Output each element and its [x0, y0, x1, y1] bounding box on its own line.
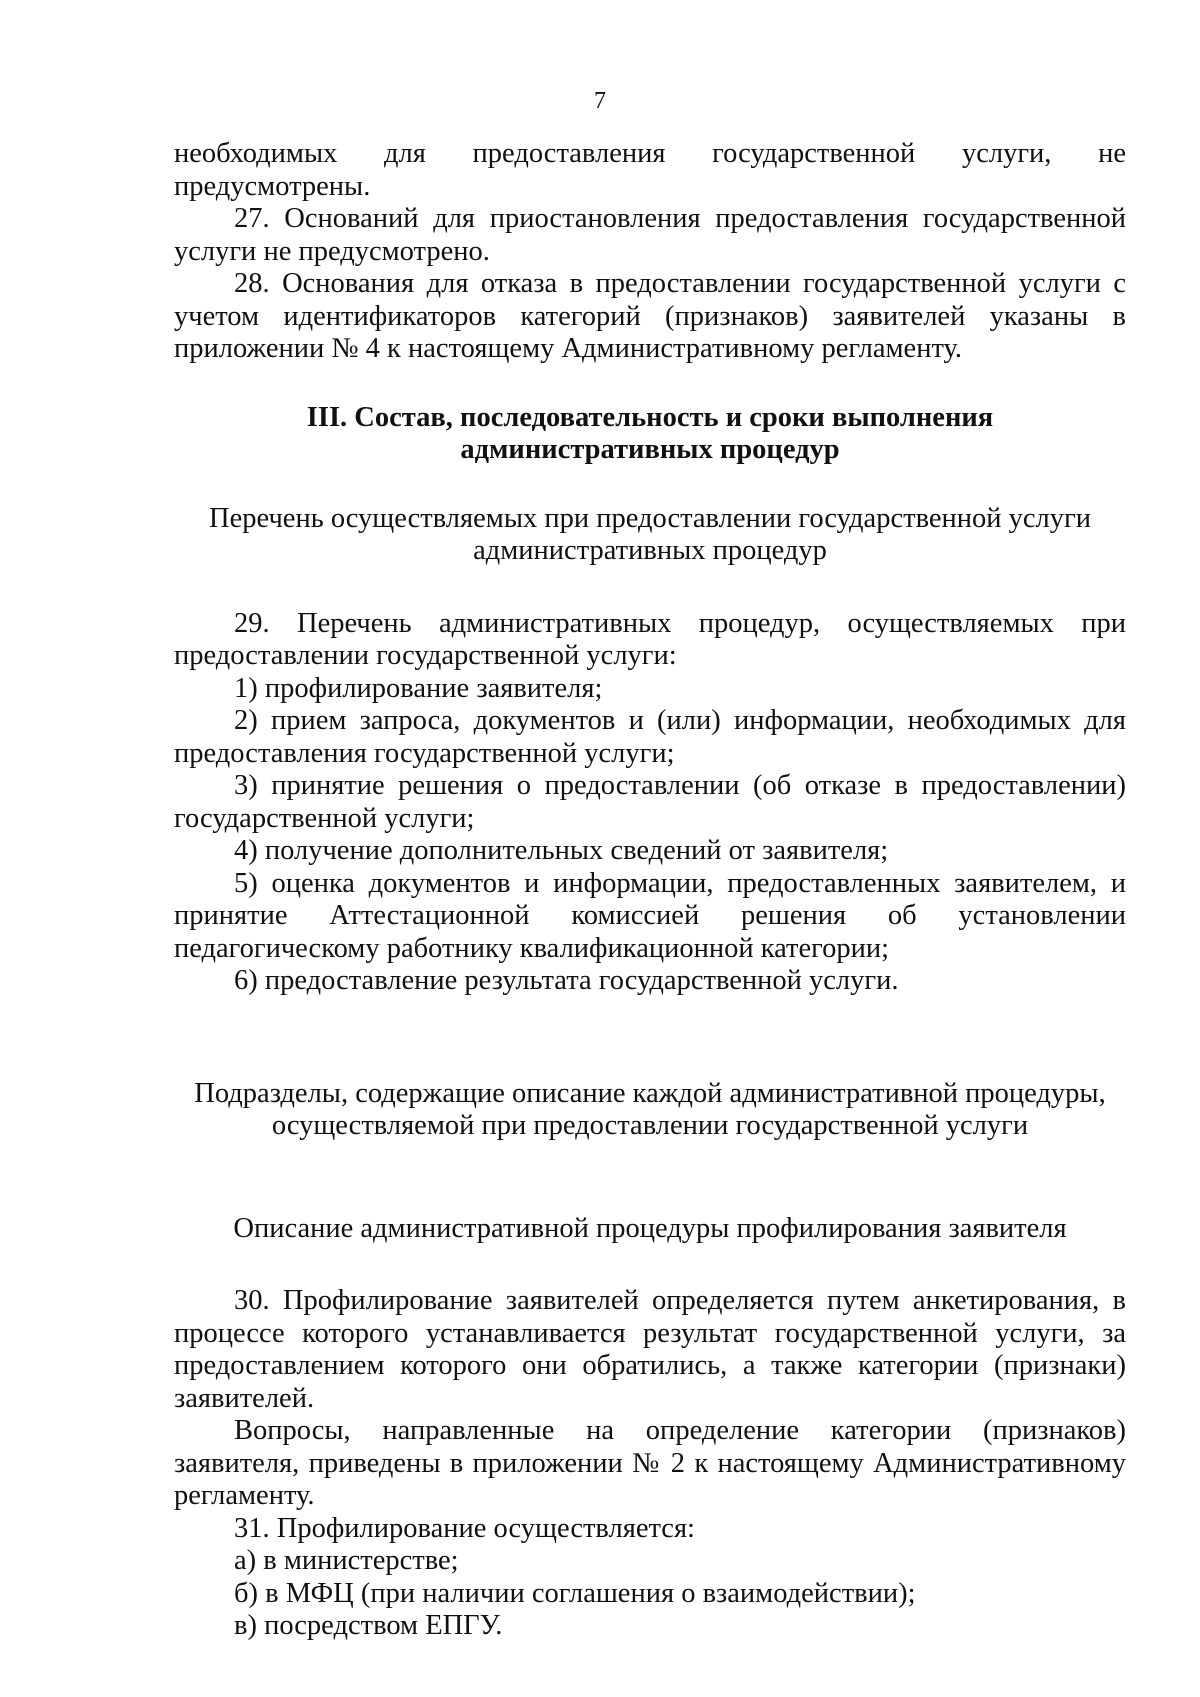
subheading-procedures-line-2: административных процедур [473, 535, 827, 566]
section-heading-line-2: административных процедур [460, 434, 840, 465]
paragraph-29: 29. Перечень административных процедур, осуществляемых при предоставлении государственной услуги: [174, 607, 1126, 671]
list-item: 3) принятие решения о предоставлении (об отказе в предоставлении) государственной услуги; [174, 770, 1126, 834]
list-item: б) в МФЦ (при наличии соглашения о взаимодействии); [234, 1577, 916, 1609]
section-heading-line-1: III. Состав, последовательность и сроки выполнения [306, 401, 994, 433]
paragraph-30-questions: Вопросы, направленные на определение категории (признаков) заявителя, приведены в приложении № 2 к настоящему Административному регламенту. [174, 1415, 1126, 1511]
paragraph-31: 31. Профилирование осуществляется: [234, 1512, 695, 1544]
paragraph-27: 27. Оснований для приостановления предоставления государственной услуги не предусмотрено. [174, 203, 1126, 267]
subheading-procedures-line-1: Перечень осуществляемых при предоставлении государственной услуги [209, 502, 1091, 534]
list-item: в) посредством ЕПГУ. [234, 1610, 503, 1641]
list-item: 6) предоставление результата государственной услуги. [234, 965, 899, 996]
subheading-subsections-line-2: осуществляемой при предоставлении государственной услуги [271, 1110, 1029, 1141]
list-item: 4) получение дополнительных сведений от заявителя; [234, 835, 889, 866]
subheading-profiling: Описание административной процедуры профилирования заявителя [233, 1212, 1067, 1244]
list-item: 1) профилирование заявителя; [234, 672, 603, 704]
list-item: 2) прием запроса, документов и (или) информации, необходимых для предоставления государственной услуги; [174, 705, 1126, 769]
paragraph-30: 30. Профилирование заявителей определяется путем анкетирования, в процессе которого устанавливается результат государственной услуги, за предоставлением которого они обратились, а также категории (признаки) заявителей. [174, 1285, 1126, 1414]
page-content [174, 138, 1126, 1643]
continued-paragraph: необходимых для предоставления государственной услуги, не предусмотрены. [174, 138, 1126, 202]
list-item: а) в министерстве; [234, 1545, 459, 1576]
subheading-subsections-line-1: Подразделы, содержащие описание каждой административной процедуры, [194, 1077, 1106, 1109]
page-number: 7 [594, 88, 606, 114]
paragraph-28: 28. Основания для отказа в предоставлении государственной услуги с учетом идентификаторов категорий (признаков) заявителей указаны в приложении № 4 к настоящему Административному регламенту. [174, 268, 1126, 364]
list-item: 5) оценка документов и информации, предоставленных заявителем, и принятие Аттестационной комиссией решения об установлении педагогическому работнику квалификационной категории; [174, 867, 1126, 964]
